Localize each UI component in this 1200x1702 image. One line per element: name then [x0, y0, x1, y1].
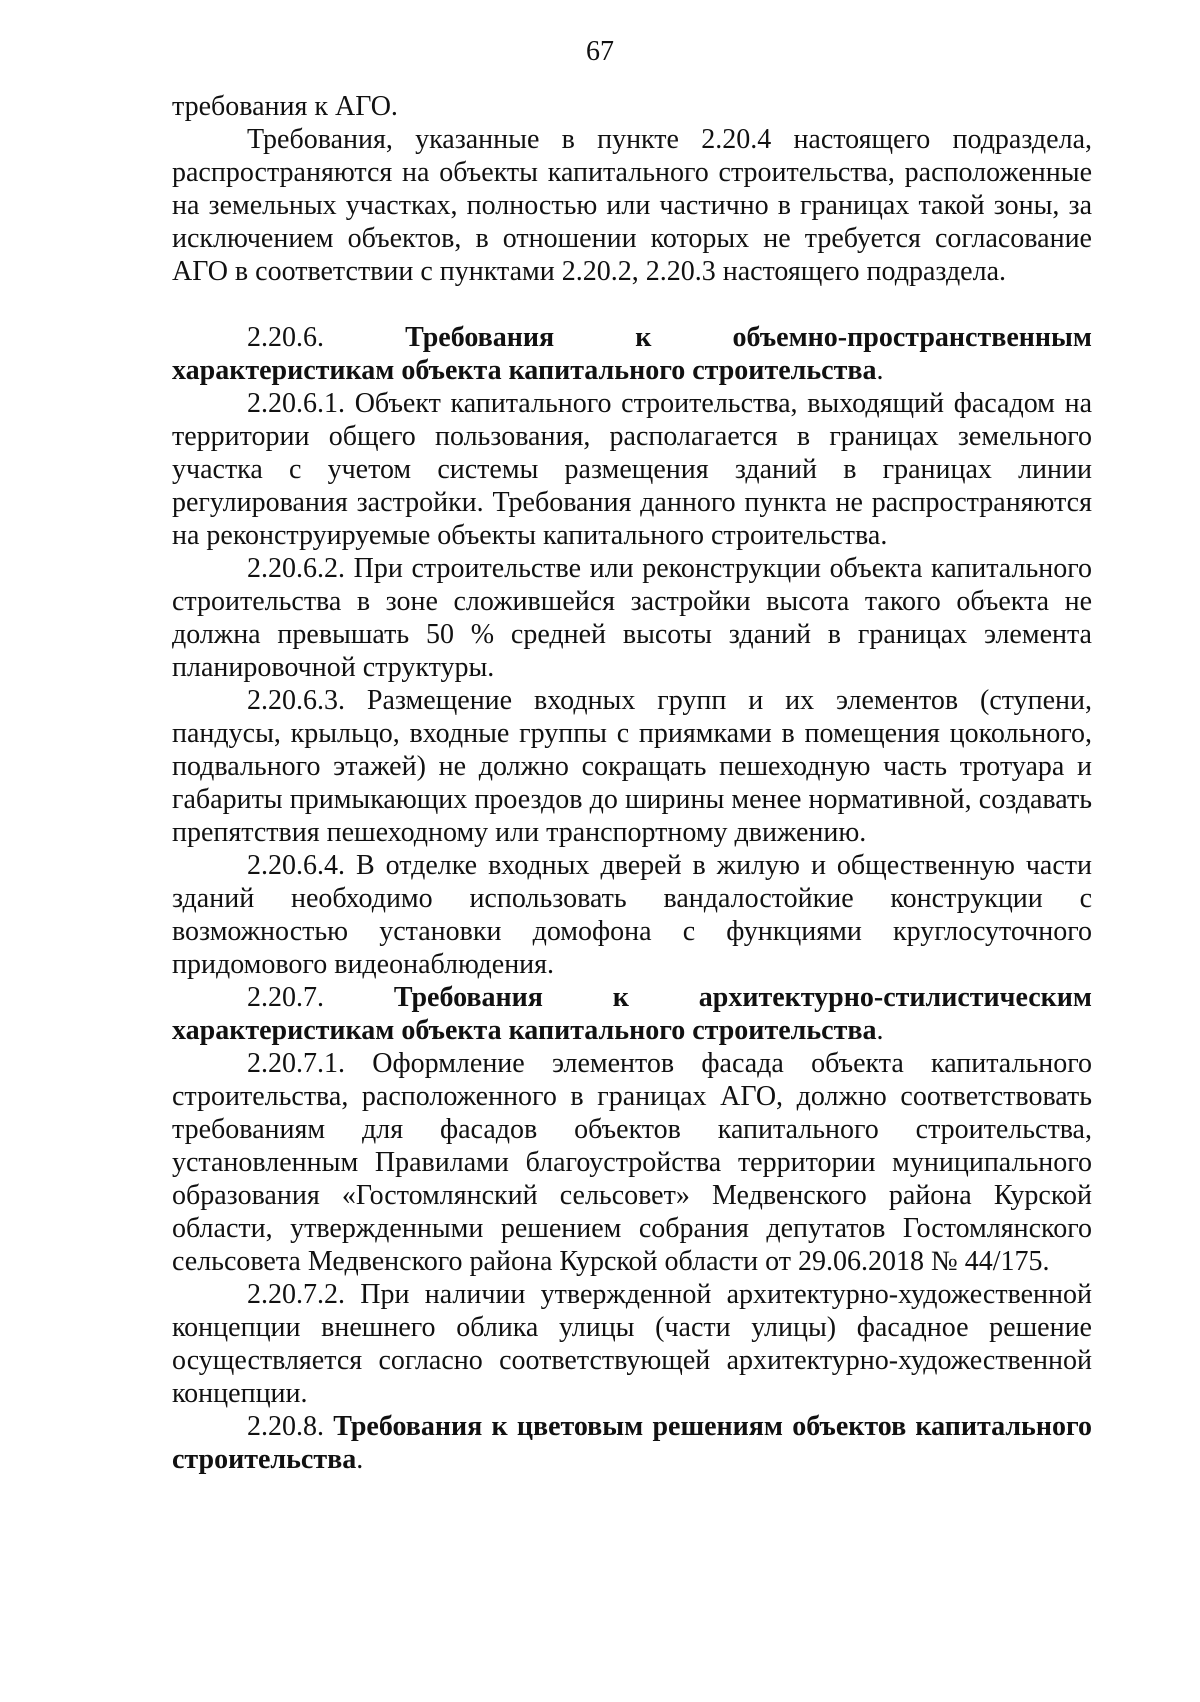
paragraph-2-20-6-1 — [172, 387, 1092, 552]
clause-number: 2.20.7.1. — [247, 1048, 345, 1079]
paragraph-2-20-7-1 — [172, 1047, 1092, 1278]
page-number: 67 — [586, 36, 614, 67]
clause-number: 2.20.6.1. — [247, 388, 345, 419]
paragraph-text: При строительстве или реконструкции объекта капитального строительства в зоне сложившейся застройки высота такого объекта не должна превышать 50 % средней высоты зданий в границах элемента планировочной структуры. — [172, 553, 1092, 683]
paragraph-text: Требования, указанные в пункте 2.20.4 настоящего подраздела, распространяются на объекты капитального строительства, расположенные на земельных участках, полностью или частично в границах такой зоны, за исключением объектов, в отношении которых не требуется согласование АГО в соответствии с пунктами 2.20.2, 2.20.3 настоящего подраздела. — [172, 124, 1092, 287]
paragraph-text: Оформление элементов фасада объекта капитального строительства, расположенного в границах АГО, должно соответствовать требованиям для фасадов объектов капитального строительства, установленным Правилами благоустройства территории муниципального образования «Гостомлянский сельсовет» Медвенского района Курской области, утвержденными решением собрания депутатов Гостомлянского сельсовета Медвенского района Курской области от 29.06.2018 № 44/175. — [172, 1048, 1092, 1277]
section-number: 2.20.7. — [247, 982, 324, 1013]
section-title: Требования к архитектурно-стилистическим характеристикам объекта капитального строительства — [172, 982, 1092, 1046]
paragraph-2-20-7-2 — [172, 1278, 1092, 1410]
paragraph-text: Размещение входных групп и их элементов (ступени, пандусы, крыльцо, входные группы с приямками в помещения цокольного, подвального этажей) не должно сокращать пешеходную часть тротуара и габариты примыкающих проездов до ширины менее нормативной, создавать препятствия пешеходному или транспортному движению. — [172, 685, 1092, 848]
clause-number: 2.20.7.2. — [247, 1279, 345, 1310]
section-title: Требования к объемно-пространственным характеристикам объекта капитального строительства — [172, 322, 1092, 386]
paragraph-text: В отделке входных дверей в жилую и общественную части зданий необходимо использовать вандалостойкие конструкции с возможностью установки домофона с функциями круглосуточного придомового видеонаблюдения. — [172, 850, 1093, 980]
clause-number: 2.20.6.4. — [247, 850, 345, 881]
section-number: 2.20.6. — [247, 322, 324, 353]
section-title: Требования к цветовым решениям объектов капитального строительства — [172, 1411, 1093, 1475]
clause-number: 2.20.6.3. — [247, 685, 345, 716]
paragraph-text: При наличии утвержденной архитектурно-художественной концепции внешнего облика улицы (части улицы) фасадное решение осуществляется согласно соответствующей архитектурно-художественной концепции. — [172, 1279, 1092, 1409]
paragraph-2-20-5-scope — [172, 123, 1092, 288]
paragraph-text: Объект капитального строительства, выходящий фасадом на территории общего пользования, располагается в границах земельного участка с учетом системы размещения зданий в границах линии регулирования застройки. Требования данного пункта не распространяются на реконструируемые объекты капитального строительства. — [172, 388, 1092, 551]
section-heading-2-20-7: 2.20.7. Требования к архитектурно-стилистическим характеристикам объекта капитального строительства. — [172, 982, 1092, 1046]
paragraph-2-20-6-4 — [172, 849, 1092, 981]
paragraph-2-20-6-2 — [172, 552, 1092, 684]
paragraph-2-20-6-3 — [172, 684, 1092, 849]
clause-number: 2.20.6.2. — [247, 553, 345, 584]
section-heading-2-20-6: 2.20.6. Требования к объемно-пространственным характеристикам объекта капитального строительства. — [172, 322, 1092, 386]
paragraph-continuation — [172, 90, 1092, 123]
section-number: 2.20.8. — [247, 1411, 324, 1442]
paragraph-text: требования к АГО. — [172, 91, 398, 122]
section-heading-2-20-8: 2.20.8. Требования к цветовым решениям объектов капитального строительства. — [172, 1411, 1093, 1475]
document-body — [172, 90, 1092, 1476]
